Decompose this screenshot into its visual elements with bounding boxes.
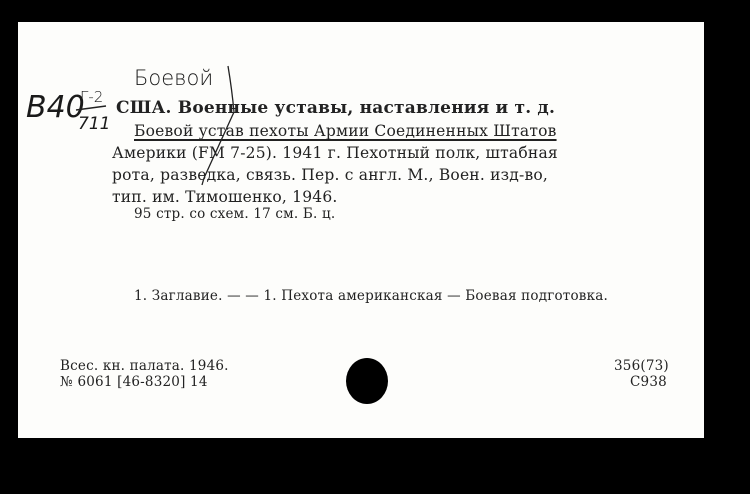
title-line-3: рота, разведка, связь. Пер. с англ. М., Воен. изд-во, <box>112 166 549 184</box>
shelfmark-main: В40 <box>26 90 85 125</box>
class-code-1: 356(73) <box>614 358 669 374</box>
book-chamber-line-1: Всес. кн. палата. 1946. <box>60 358 229 374</box>
shelfmark-top: Г-2 <box>80 88 104 106</box>
shelfmark-bottom: 711 <box>78 114 111 134</box>
handwritten-note: Боевой <box>134 66 214 90</box>
heading: США. Военные уставы, наставления и т. д. <box>116 98 556 118</box>
catalog-card <box>18 22 704 438</box>
class-code-2: С938 <box>630 374 667 390</box>
punch-hole <box>346 358 388 404</box>
title-line-4: тип. им. Тимошенко, 1946. <box>112 188 338 206</box>
title-line-2: Америки (FM 7-25). 1941 г. Пехотный полк, штабная <box>112 144 558 162</box>
title-line-1: Боевой устав пехоты Армии Соединенных Штатов <box>134 122 557 140</box>
tracings: 1. Заглавие. — — 1. Пехота американская — Боевая подготовка. <box>134 288 608 304</box>
book-chamber-line-2: № 6061 [46-8320] 14 <box>60 374 208 390</box>
collation: 95 стр. со схем. 17 см. Б. ц. <box>134 206 336 222</box>
